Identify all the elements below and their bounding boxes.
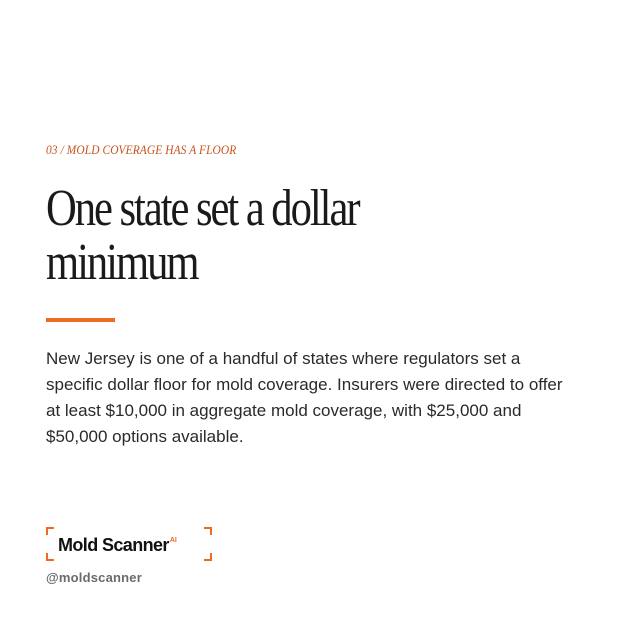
accent-divider bbox=[46, 318, 115, 322]
section-eyebrow: 03 / MOLD COVERAGE HAS A FLOOR bbox=[46, 142, 237, 157]
headline: One state set a dollar minimum bbox=[46, 180, 359, 291]
logo-corner-bracket bbox=[46, 527, 54, 535]
brand-name: Mold Scanner bbox=[58, 535, 169, 555]
brand-suffix: AI bbox=[169, 537, 177, 544]
body-paragraph: New Jersey is one of a handful of states where regulators set a specific dollar floor for mold coverage. Insurers were directed to offer at least $10,000 in aggregate mold coverage, with $25,000 and $50,000 options available. bbox=[46, 349, 563, 446]
logo-corner-bracket bbox=[204, 527, 212, 535]
logo-corner-bracket bbox=[204, 553, 212, 561]
brand-wordmark bbox=[58, 535, 177, 556]
social-handle: @moldscanner bbox=[46, 570, 142, 585]
brand-logo bbox=[46, 527, 212, 561]
logo-corner-bracket bbox=[46, 553, 54, 561]
